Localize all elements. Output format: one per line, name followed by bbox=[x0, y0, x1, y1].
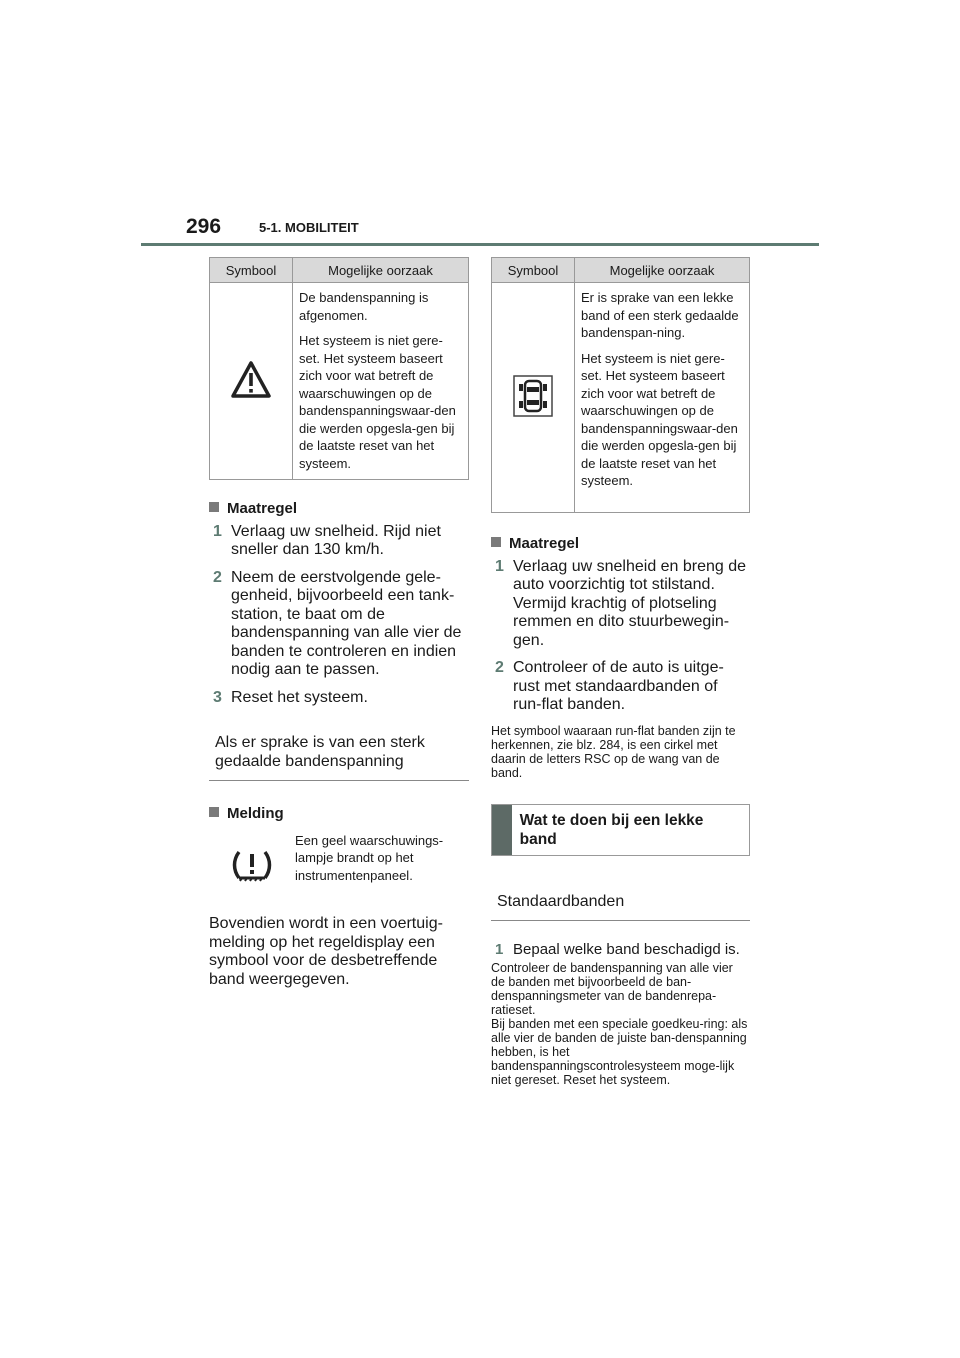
runflat-note: Het symbool waaraan run-flat banden zijn te herkennen, zie blz. 284, is een cirkel met daarin de letters RSC op de wang van de band. bbox=[491, 723, 736, 780]
step-item: 2 Controleer of de auto is uitge-rust met standaardbanden of run-flat banden. bbox=[495, 659, 724, 713]
step-item: 1 Bepaal welke band beschadigd is. bbox=[495, 940, 740, 958]
symbol-cell bbox=[492, 283, 575, 513]
right-column bbox=[491, 535, 750, 1087]
tire-pressure-warning-icon bbox=[231, 846, 273, 886]
step-item: 3 Reset het systeem. bbox=[213, 688, 368, 706]
melding-row bbox=[209, 832, 469, 892]
bottom-paragraph: Bovendien wordt in een voertuig-melding op het regeldisplay een symbool voor de desbetreffende band weergegeven. bbox=[209, 915, 443, 988]
note-text: Controleer de bandenspanning van alle vier de banden met bijvoorbeeld de ban-denspanningsmeter van de bandenrepa-ratieset. bbox=[491, 961, 733, 1017]
subsection-heading: Standaardbanden bbox=[491, 884, 750, 921]
section-title: 5-1. MOBILITEIT bbox=[259, 220, 359, 235]
symbol-table-left bbox=[209, 257, 469, 480]
left-column bbox=[209, 500, 469, 989]
col-symbol-header: Symbool bbox=[492, 258, 575, 283]
car-tire-icon bbox=[513, 375, 553, 417]
step-item: 1 Verlaag uw snelheid en breng de auto voorzichtig tot stilstand. Vermijd krachtig of plotseling remmen en dito stuurbewegin-gen. bbox=[495, 557, 747, 649]
warning-triangle-icon bbox=[231, 360, 271, 400]
cause-text: Er is sprake van een lekke band of een sterk gedaalde bandenspan-ning. bbox=[581, 290, 739, 340]
melding-text: Een geel waarschuwings-lampje brandt op het instrumentenpaneel. bbox=[295, 832, 444, 883]
section-box bbox=[491, 804, 750, 856]
col-symbol-header: Symbool bbox=[210, 258, 293, 283]
page-number: 296 bbox=[186, 215, 222, 238]
section-box-title: Wat te doen bij een lekke band bbox=[519, 811, 704, 848]
step-item: 1 Verlaag uw snelheid. Rijd niet sneller dan 130 km/h. bbox=[213, 522, 441, 558]
col-cause-header: Mogelijke oorzaak bbox=[575, 258, 750, 283]
cause-text: Het systeem is niet gere-set. Het systeem baseert zich voor wat betreft de waarschuwingen op de bandenspanningswaar-den die werden opgesla-gen bij de laatste reset van het systeem. bbox=[299, 333, 456, 471]
symbol-cell bbox=[210, 283, 293, 480]
header-rule bbox=[141, 243, 819, 246]
col-cause-header: Mogelijke oorzaak bbox=[293, 258, 469, 283]
cause-cell bbox=[575, 283, 750, 513]
subsection-heading: Als er sprake is van een sterk gedaalde bandenspanning bbox=[209, 725, 469, 781]
melding-heading: Melding bbox=[209, 805, 469, 824]
cause-text: De bandenspanning is afgenomen. bbox=[299, 290, 429, 323]
maatregel-heading: Maatregel bbox=[491, 535, 750, 554]
maatregel-heading: Maatregel bbox=[209, 500, 469, 519]
symbol-table-right bbox=[491, 257, 750, 513]
cause-cell bbox=[293, 283, 469, 480]
note-text: Bij banden met een speciale goedkeu-ring: als alle vier de banden de juiste ban-denspanning hebben, is het bandenspanningscontrolesysteem moge-lijk niet gereset. Reset het systeem. bbox=[491, 1017, 748, 1087]
step-item: 2 Neem de eerstvolgende gele-genheid, bijvoorbeeld een tank-station, te baat om de bandenspanning van alle vier de banden te controleren en indien nodig aan te passen. bbox=[213, 568, 462, 678]
cause-text: Het systeem is niet gere-set. Het systeem baseert zich voor wat betreft de waarschuwingen op de bandenspanningswaar-den die werden opgesla-gen bij de laatste reset van het systeem. bbox=[581, 350, 738, 488]
